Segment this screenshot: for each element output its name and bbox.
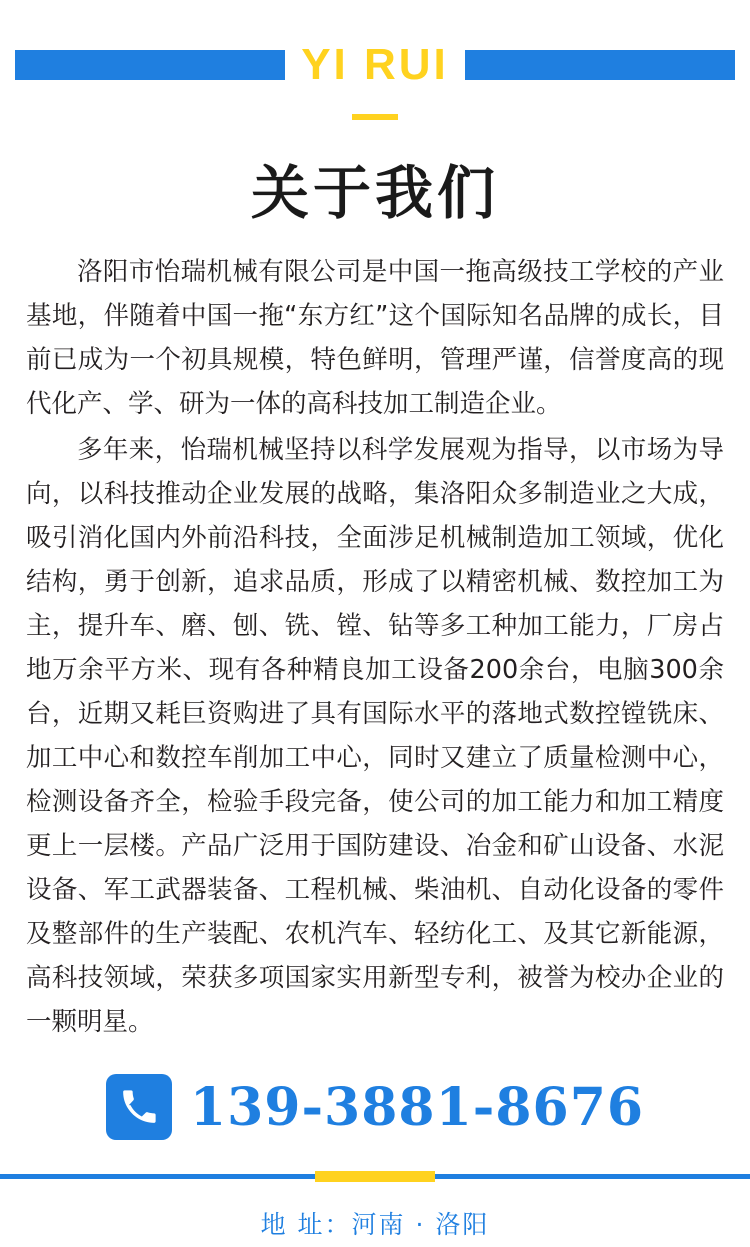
footer-divider-accent bbox=[315, 1171, 435, 1182]
company-address: 地 址：河南 · 洛阳 bbox=[260, 1210, 490, 1239]
about-content bbox=[0, 250, 750, 1044]
brand-bar-left bbox=[15, 50, 285, 80]
brand-header bbox=[0, 22, 750, 108]
phone-handset-icon bbox=[106, 1074, 172, 1140]
about-paragraph-2: 多年来，怡瑞机械坚持以科学发展观为指导，以市场为导向，以科技推动企业发展的战略，集洛阳众多制造业之大成，吸引消化国内外前沿科技，全面涉足机械制造加工领域，优化结构，勇于创新，追求品质，形成了以精密机械、数控加工为主，提升车、磨、刨、铣、镗、钻等多工种加工能力，厂房占地万余平方米、现有各种精良加工设备200余台，电脑300余台，近期又耗巨资购进了具有国际水平的落地式数控镗铣床、加工中心和数控车削加工中心，同时又建立了质量检测中心，检测设备齐全，检验手段完备，使公司的加工能力和加工精度更上一层楼。产品广泛用于国防建设、冶金和矿山设备、水泥设备、军工武器装备、工程机械、柴油机、自动化设备的零件及整部件的生产装配、农机汽车、轻纺化工、及其它新能源，高科技领域，荣获多项国家实用新型专利，被誉为校办企业的一颗明星。 bbox=[26, 435, 724, 1037]
contact-phone-row[interactable] bbox=[0, 1074, 750, 1140]
about-paragraph-1: 洛阳市怡瑞机械有限公司是中国一拖高级技工学校的产业基地，伴随着中国一拖“东方红”这个国际知名品牌的成长，目前已成为一个初具规模，特色鲜明，管理严谨，信誉度高的现代化产、学、研为一体的高科技加工制造企业。 bbox=[26, 257, 724, 419]
brand-name: YI RUI bbox=[301, 40, 449, 89]
title-accent-underline bbox=[352, 114, 398, 120]
phone-number[interactable]: 139-3881-8676 bbox=[189, 1076, 645, 1138]
about-us-page bbox=[0, 22, 750, 1247]
brand-bar-right bbox=[465, 50, 735, 80]
footer-divider bbox=[0, 1174, 750, 1179]
page-title: 关于我们 bbox=[250, 161, 499, 226]
